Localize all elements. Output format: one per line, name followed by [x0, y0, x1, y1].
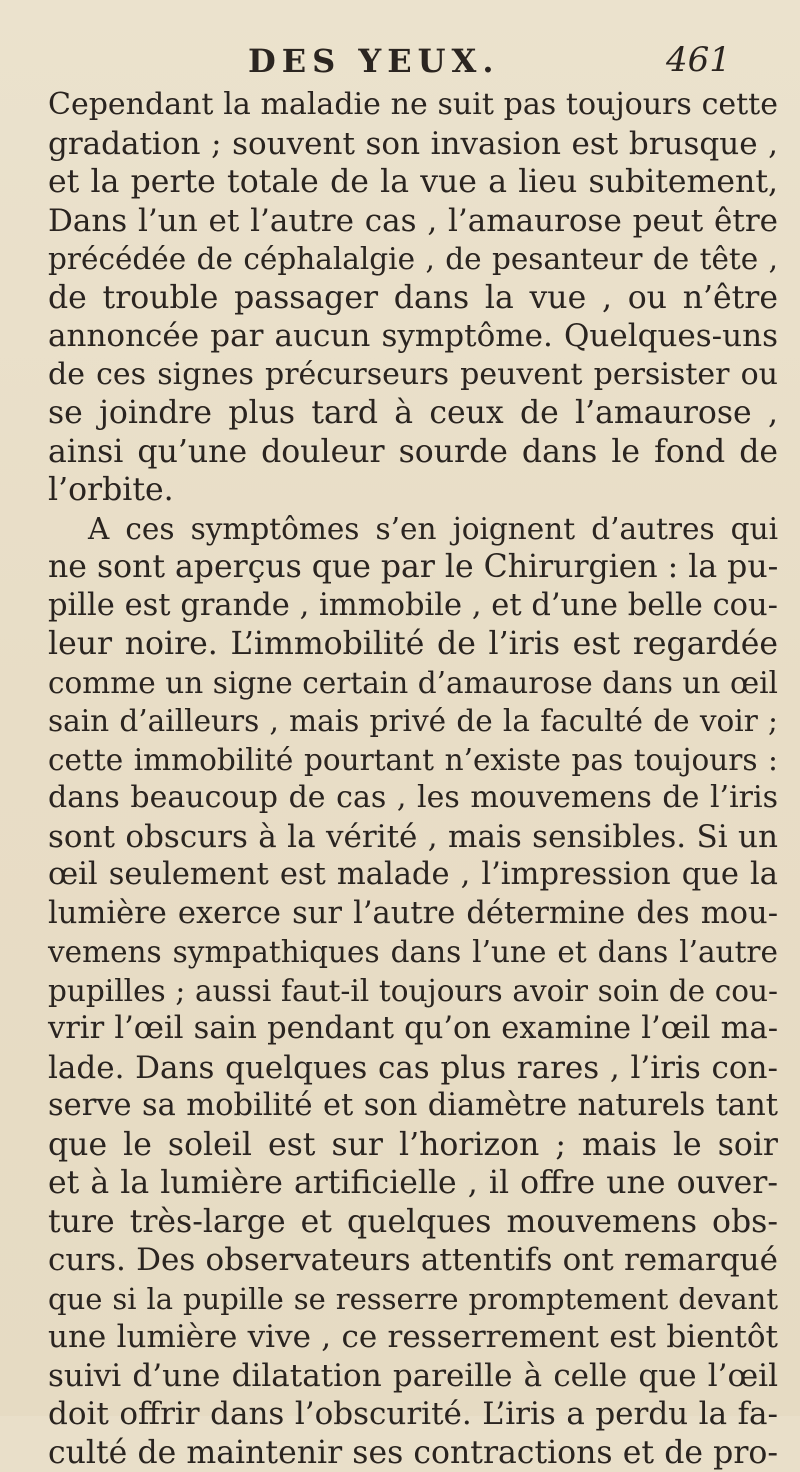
page-number: 461	[666, 40, 731, 80]
text-line: A ces symptômes s’en joignent d’autres qui	[48, 510, 778, 549]
running-title: DES YEUX.	[248, 42, 500, 80]
text-line: et la perte totale de la vue a lieu subitement,	[48, 163, 778, 202]
text-line: que le soleil est sur l’horizon ; mais le soir	[48, 1126, 778, 1165]
text-line: pupilles ; aussi faut-il toujours avoir soin de cou-	[48, 972, 778, 1011]
text-line: culté de maintenir ses contractions et de pro-	[48, 1434, 778, 1472]
text-line: sont obscurs à la vérité , mais sensibles. Si un	[48, 818, 778, 857]
text-line: vemens sympathiques dans l’une et dans l’autre	[48, 933, 778, 972]
text-line: une lumière vive , ce resserrement est bientôt	[48, 1318, 778, 1357]
text-line: se joindre plus tard à ceux de l’amaurose ,	[48, 394, 778, 433]
text-line: cette immobilité pourtant n’existe pas toujours :	[48, 741, 778, 780]
text-line: ne sont aperçus que par le Chirurgien : la pu-	[48, 548, 778, 587]
text-line: l’orbite.	[48, 471, 778, 510]
text-line: Dans l’un et l’autre cas , l’amaurose peut être	[48, 202, 778, 241]
text-line: œil seulement est malade , l’impression que la	[48, 856, 778, 895]
text-line: ainsi qu’une douleur sourde dans le fond de	[48, 433, 778, 472]
text-line: sain d’ailleurs , mais privé de la faculté de voir ;	[48, 702, 778, 741]
text-line: de trouble passager dans la vue , ou n’être	[48, 279, 778, 318]
text-line: vrir l’œil sain pendant qu’on examine l’œil ma-	[48, 1010, 778, 1049]
text-line: curs. Des observateurs attentifs ont remarqué	[48, 1241, 778, 1280]
text-line: doit offrir dans l’obscurité. L’iris a perdu la fa-	[48, 1395, 778, 1434]
text-line: suivi d’une dilatation pareille à celle que l’œil	[48, 1357, 778, 1396]
text-line: leur noire. L’immobilité de l’iris est regardée	[48, 625, 778, 664]
text-line: comme un signe certain d’amaurose dans un œil	[48, 664, 778, 703]
text-line: lade. Dans quelques cas plus rares , l’iris con-	[48, 1049, 778, 1088]
text-line: Cependant la maladie ne suit pas toujours cette	[48, 86, 778, 125]
text-line: dans beaucoup de cas , les mouvemens de l’iris	[48, 779, 778, 818]
text-line: et à la lumière artificielle , il offre une ouver-	[48, 1164, 778, 1203]
body-text	[48, 86, 778, 1472]
text-line: pille est grande , immobile , et d’une belle cou-	[48, 587, 778, 626]
text-line: lumière exerce sur l’autre détermine des mou-	[48, 895, 778, 934]
text-line: gradation ; souvent son invasion est brusque ,	[48, 125, 778, 164]
running-head	[0, 34, 800, 80]
text-line: annoncée par aucun symptôme. Quelques-uns	[48, 317, 778, 356]
text-line: que si la pupille se resserre promptement devant	[48, 1280, 778, 1319]
text-line: serve sa mobilité et son diamètre naturels tant	[48, 1087, 778, 1126]
text-line: ture très-large et quelques mouvemens obs-	[48, 1203, 778, 1242]
text-line: de ces signes précurseurs peuvent persister ou	[48, 356, 778, 395]
text-line: précédée de céphalalgie , de pesanteur de tête ,	[48, 240, 778, 279]
